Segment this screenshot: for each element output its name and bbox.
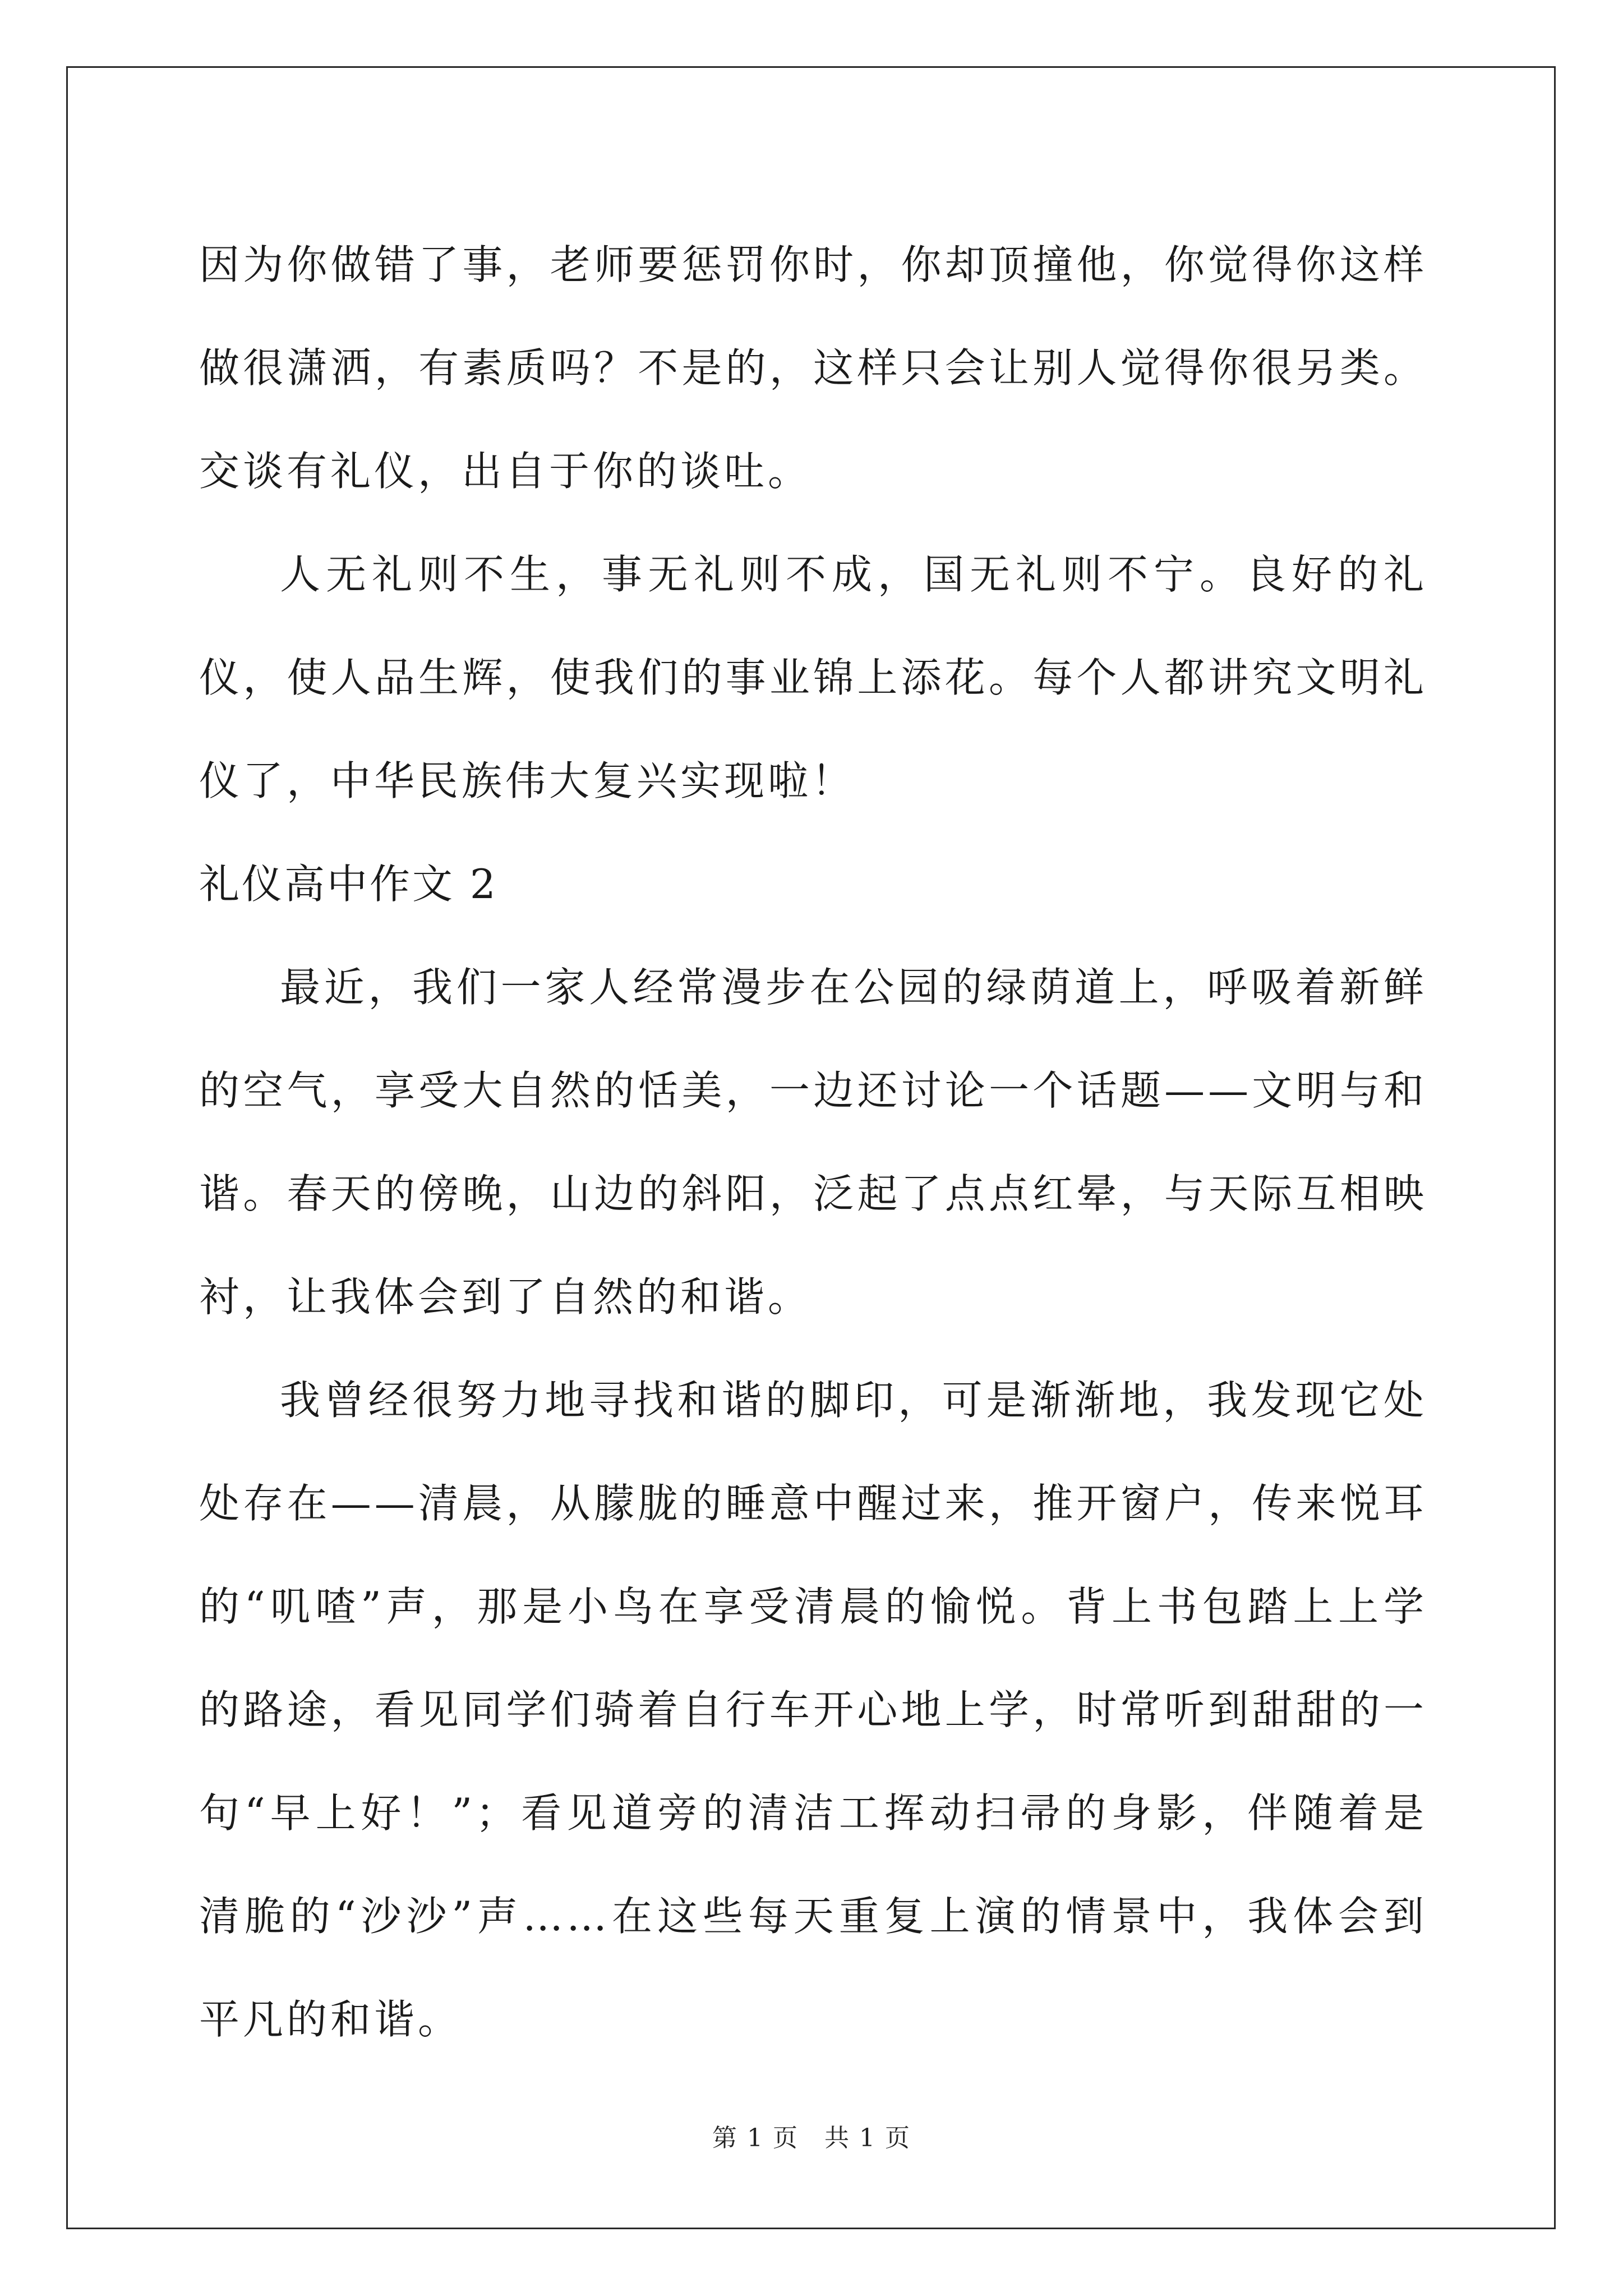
paragraph-3: 最近，我们一家人经常漫步在公园的绿荫道上，呼吸着新鲜的空气，享受大自然的恬美，一边还讨论一个话题——文明与和谐。春天的傍晚，山边的斜阳，泛起了点点红晕，与天际互相映衬，让我体会到了自然的和谐。 — [199, 964, 1427, 1320]
page-footer: 第 1 页 共 1 页 — [712, 2124, 911, 2152]
document-body — [199, 213, 1427, 2071]
paragraph-2: 人无礼则不生，事无礼则不成，国无礼则不宁。良好的礼仪，使人品生辉，使我们的事业锦上添花。每个人都讲究文明礼仪了，中华民族伟大复兴实现啦！ — [199, 551, 1427, 804]
paragraph-4: 我曾经很努力地寻找和谐的脚印，可是渐渐地，我发现它处处存在——清晨，从朦胧的睡意中醒过来，推开窗户，传来悦耳的“叽喳”声，那是小鸟在享受清晨的愉悦。背上书包踏上上学的路途，看见同学们骑着自行车开心地上学，时常听到甜甜的一句“早上好！”；看见道旁的清洁工挥动扫帚的身影，伴随着是清脆的“沙沙”声……在这些每天重复上演的情景中，我体会到平凡的和谐。 — [199, 1377, 1427, 2043]
section-title: 礼仪高中作文 2 — [199, 861, 498, 908]
paragraph-1: 因为你做错了事，老师要惩罚你时，你却顶撞他，你觉得你这样做很潇洒，有素质吗？不是的，这样只会让别人觉得你很另类。交谈有礼仪，出自于你的谈吐。 — [199, 241, 1427, 495]
